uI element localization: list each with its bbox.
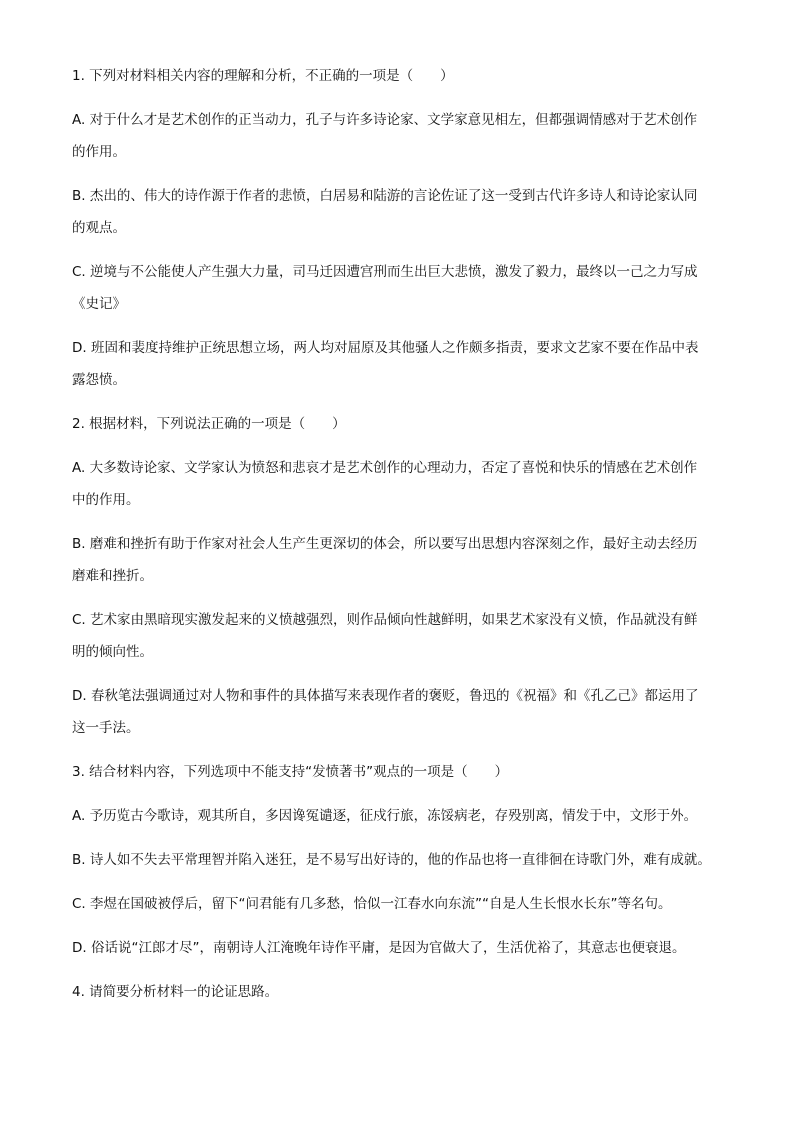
question-2-option-a-line-1: A. 大多数诗论家、文学家认为愤怒和悲哀才是艺术创作的心理动力，否定了喜悦和快乐的情感在艺术创作 <box>72 460 698 476</box>
question-3-option-b: B. 诗人如不失去平常理智并陷入迷狂，是不易写出好诗的，他的作品也将一直徘徊在诗歌门外，难有成就。 <box>72 852 711 868</box>
question-2-option-a-line-2: 中的作用。 <box>72 492 140 508</box>
question-1-option-c-line-2: 《史记》 <box>72 296 126 312</box>
question-1-option-a-line-2: 的作用。 <box>72 144 126 160</box>
question-2-option-b-line-2: 磨难和挫折。 <box>72 568 153 584</box>
question-3-option-a: A. 予历览古今歌诗，观其所自，多因谗冤谴逐，征戍行旅，冻馁病老，存殁别离，情发于中，文形于外。 <box>72 808 698 824</box>
question-1-option-d-line-2: 露怨愤。 <box>72 372 126 388</box>
question-2-option-b-line-1: B. 磨难和挫折有助于作家对社会人生产生更深切的体会，所以要写出思想内容深刻之作，最好主动去经历 <box>72 536 698 552</box>
question-1-option-c-line-1: C. 逆境与不公能使人产生强大力量，司马迁因遭宫刑而生出巨大悲愤，激发了毅力，最终以一己之力写成 <box>72 264 698 280</box>
question-2-option-c-line-1: C. 艺术家由黑暗现实激发起来的义愤越强烈，则作品倾向性越鲜明，如果艺术家没有义愤，作品就没有鲜 <box>72 612 698 628</box>
question-3-stem: 3. 结合材料内容，下列选项中不能支持“发愤著书”观点的一项是（ ） <box>72 764 509 780</box>
question-1-option-d-line-1: D. 班固和裴度持维护正统思想立场，两人均对屈原及其他骚人之作颇多指责，要求文艺家不要在作品中表 <box>72 340 699 356</box>
question-2-option-d-line-2: 这一手法。 <box>72 720 140 736</box>
question-3-option-d: D. 俗话说“江郎才尽”，南朝诗人江淹晚年诗作平庸，是因为官做大了，生活优裕了，其意志也便衰退。 <box>72 940 686 956</box>
question-2-stem: 2. 根据材料，下列说法正确的一项是（ ） <box>72 416 346 432</box>
question-1-option-b-line-1: B. 杰出的、伟大的诗作源于作者的悲愤，白居易和陆游的言论佐证了这一受到古代许多诗人和诗论家认同 <box>72 188 698 204</box>
question-2-option-d-line-1: D. 春秋笔法强调通过对人物和事件的具体描写来表现作者的褒贬，鲁迅的《祝福》和《孔乙己》都运用了 <box>72 688 699 704</box>
question-2-option-c-line-2: 明的倾向性。 <box>72 644 153 660</box>
question-1-option-a-line-1: A. 对于什么才是艺术创作的正当动力，孔子与许多诗论家、文学家意见相左，但都强调情感对于艺术创作 <box>72 112 698 128</box>
question-3-option-c: C. 李煜在国破被俘后，留下“问君能有几多愁，恰似一江春水向东流”“自是人生长恨水长东”等名句。 <box>72 896 672 912</box>
question-1-option-b-line-2: 的观点。 <box>72 220 126 236</box>
question-1-stem: 1. 下列对材料相关内容的理解和分析，不正确的一项是（ ） <box>72 68 454 84</box>
question-4-stem: 4. 请简要分析材料一的论证思路。 <box>72 984 279 1000</box>
